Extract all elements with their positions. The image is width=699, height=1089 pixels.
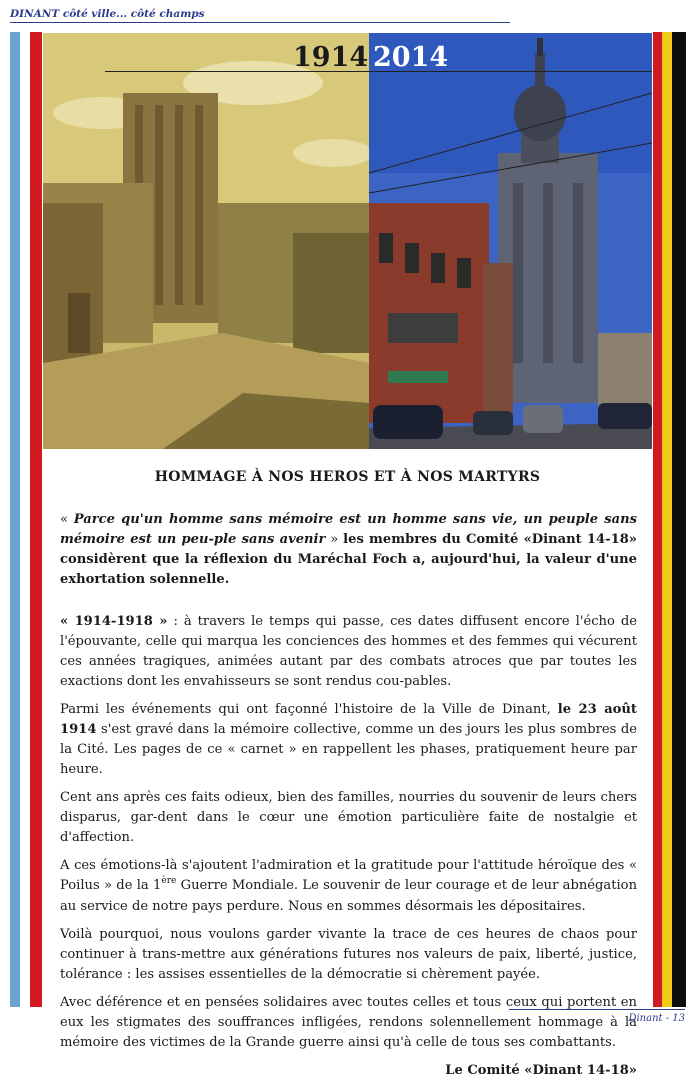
foch-quote: Parce qu'un homme sans mémoire est un homme sans vie, un peuple sans mémoire est un peu-ple sans avenir [60, 512, 637, 547]
paragraph-1 [60, 612, 637, 692]
red-border-stripe-left [30, 32, 42, 1007]
paragraph-6: Avec déférence et en pensées solidaires avec toutes celles et tous ceux qui portent en eux les stigmates des souffrances infligées, rendons solennellement hommage à la mémoire des victimes de la Grande guerre ainsi qu'à celle de tous ses combattants. [60, 995, 637, 1050]
page-number: Dinant - 13 [628, 1013, 685, 1024]
paragraph-4 [60, 856, 637, 917]
running-header: DINANT côté ville... côté champs [10, 8, 205, 20]
paragraph-5: Voilà pourquoi, nous voulons garder vivante la trace de ces heures de chaos pour continuer à trans-mettre aux générations futures nos valeurs de paix, liberté, justice, tolérance : les assises essentielles de la démocratie si chèrement payée. [60, 927, 637, 982]
quote-open: « [60, 512, 74, 527]
then-and-now-photo [43, 33, 652, 449]
collegiate-church-illustration [43, 33, 652, 449]
yellow-flag-stripe [662, 32, 672, 1007]
paragraph-3: Cent ans après ces faits odieux, bien des familles, nourries du souvenir de leurs chers disparus, gar-dent dans le cœur une émotion particulière faite de nostalgie et d'affection. [60, 790, 637, 845]
year-1914-label: 1914 [293, 42, 369, 73]
paragraph-4-a: A ces émotions-là s'ajoutent l'admiration et la gratitude pour l'attitude héroïque des « Poilus » de la [60, 858, 637, 893]
footer-rule [509, 1009, 685, 1010]
black-flag-stripe [672, 32, 686, 1007]
red-flag-stripe [653, 32, 662, 1007]
paragraph-2-a: Parmi les événements qui ont façonné l'histoire de la Ville de Dinant, [60, 702, 558, 717]
paragraph-2 [60, 700, 637, 780]
article-body [60, 510, 637, 1089]
paragraph-4-b: Guerre Mondiale. Le souvenir de leur courage et de leur abnégation au service de notre pays perdure. Nous en sommes désormais les dépositaires. [60, 878, 637, 914]
date-highlight: le 23 août 1914 [60, 702, 637, 737]
header-rule [10, 22, 510, 23]
blue-border-stripe [10, 32, 20, 1007]
quote-follow: les membres du Comité «Dinant 14-18» considèrent que la réflexion du Maréchal Foch a, aujourd'hui, la valeur d'une exhortation solennelle. [60, 532, 637, 587]
year-2014-label: 2014 [373, 42, 449, 73]
signature: Le Comité «Dinant 14-18» [445, 1063, 637, 1078]
ordinal-number: 1 [153, 878, 162, 893]
quote-close: » [325, 532, 344, 547]
paragraph-1-text: : à travers le temps qui passe, ces dates diffusent encore l'écho de l'épouvante, celle qui marqua les conciences des hommes et des femmes qui vécurent ces années tragiques, animées autant par des combats atroces que par toutes les exactions dont les envahisseurs se sont rendus cou-pables. [60, 614, 637, 689]
article-title: HOMMAGE À NOS HEROS ET À NOS MARTYRS [154, 469, 541, 485]
paragraph-2-b: s'est gravé dans la mémoire collective, comme un des jours les plus sombres de la Cité. Les pages de ce « carnet » en rappellent les phases, pratiquement heure par heure. [60, 722, 637, 777]
ordinal-suffix: ère [161, 876, 177, 886]
quote-paragraph [60, 510, 637, 590]
dates-lead: « 1914-1918 » [60, 614, 168, 629]
